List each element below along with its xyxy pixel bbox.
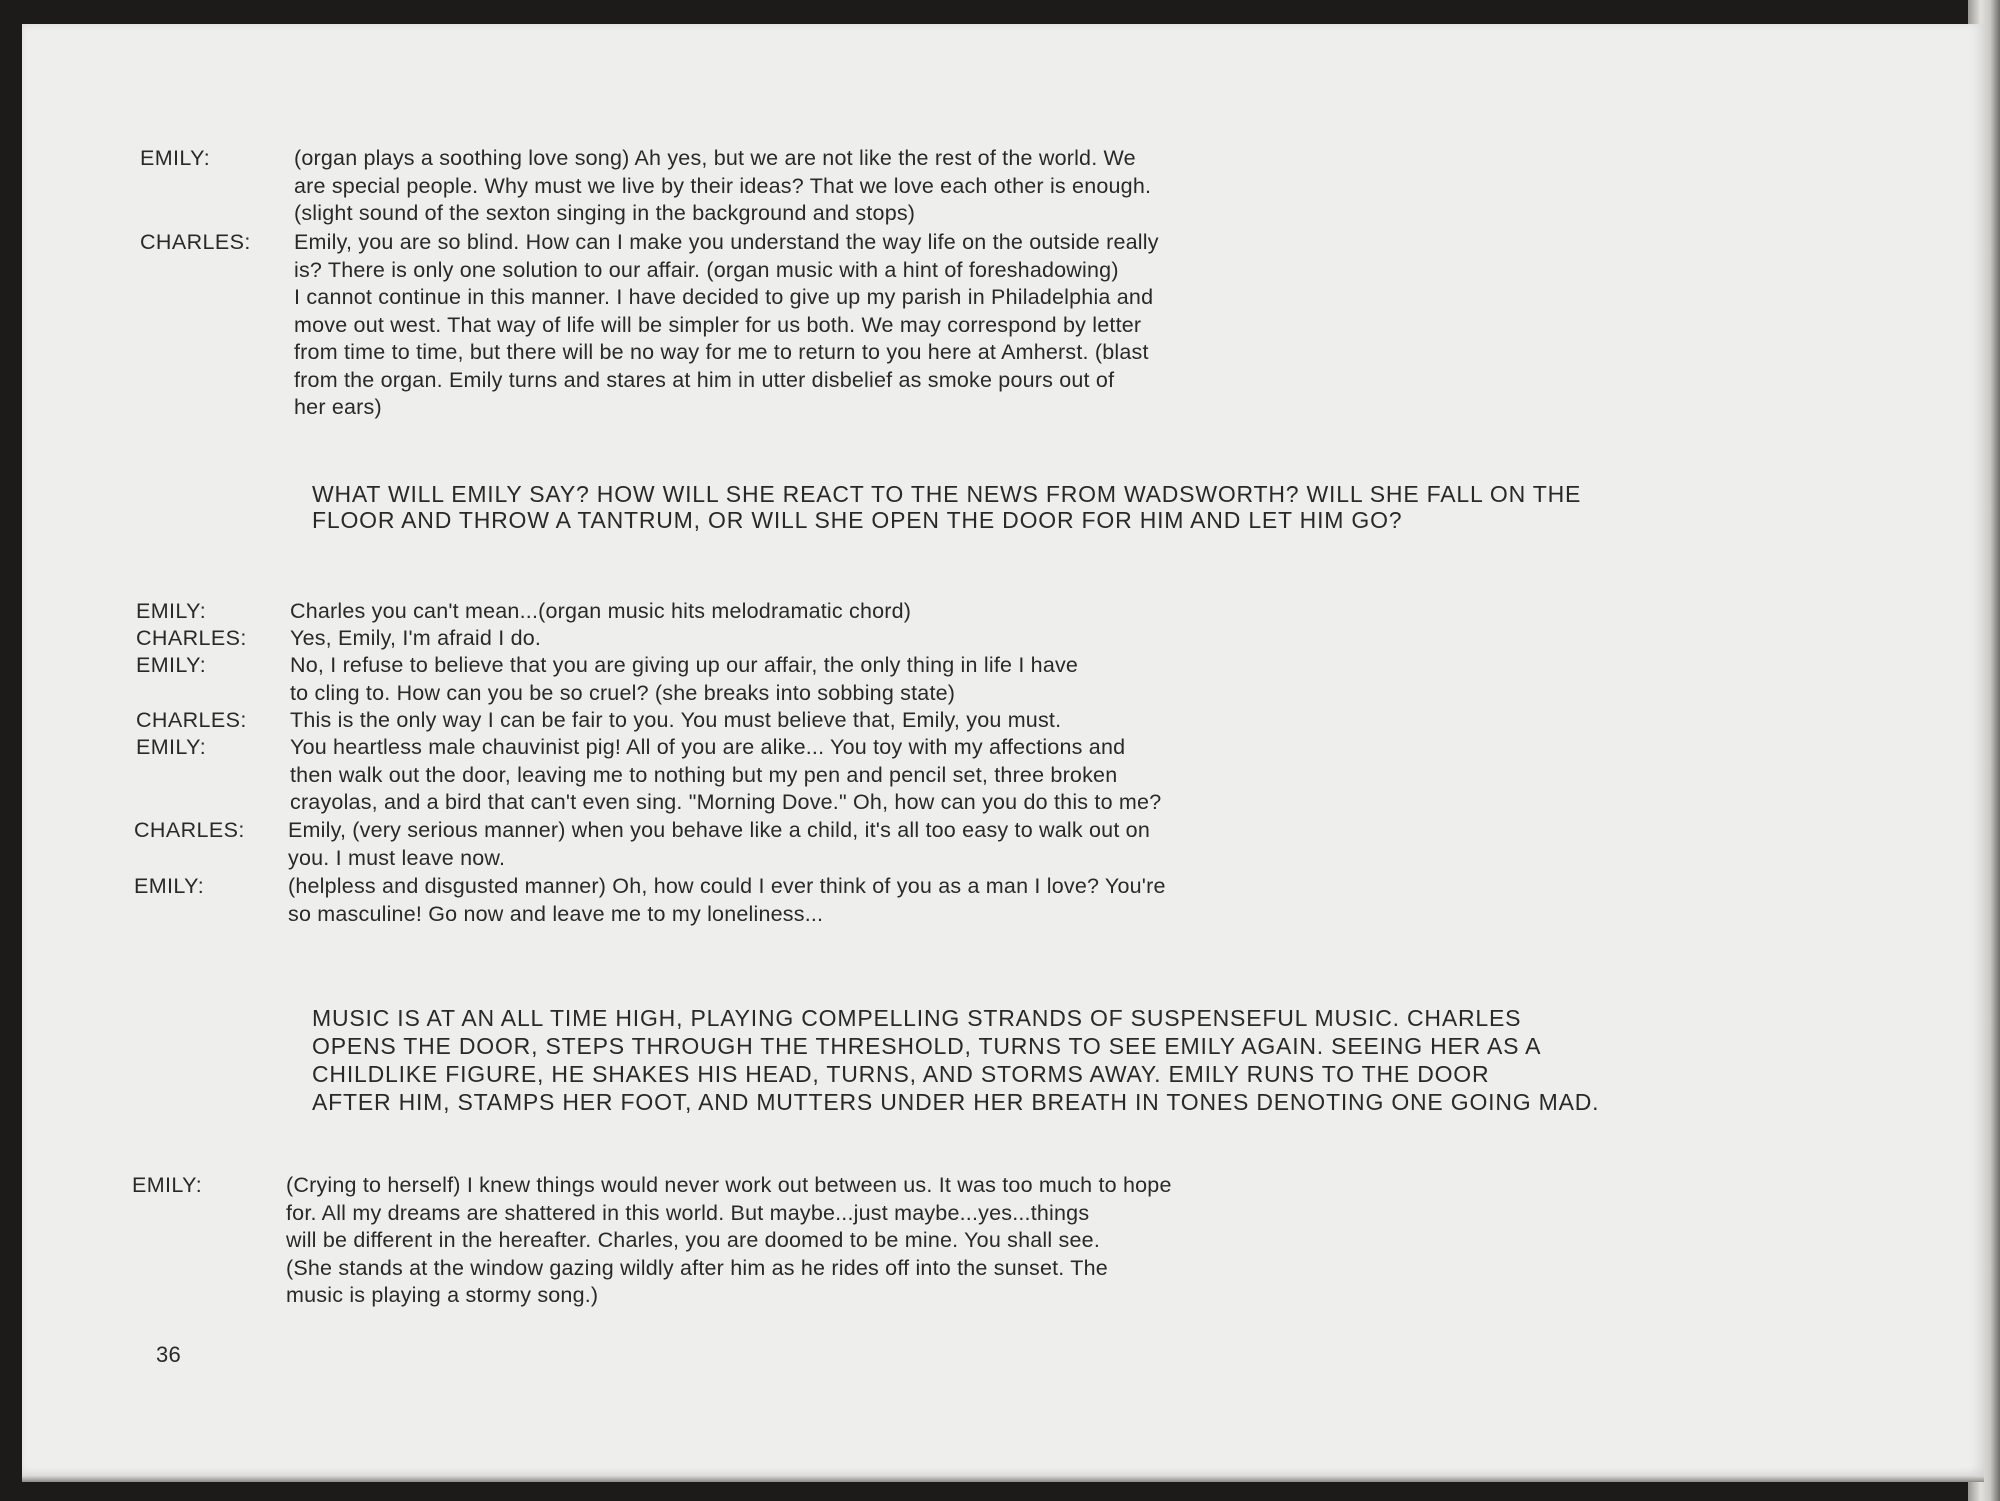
dialogue-text: No, I refuse to believe that you are giving up our affair, the only thing in life I have to cling to. How can you be so cruel? (she breaks into sobbing state) — [290, 653, 1079, 705]
dialogue-entry-emily-1 — [140, 145, 1151, 228]
dialogue-text: Charles you can't mean...(organ music hits melodramatic chord) — [290, 599, 912, 623]
speaker-label: CHARLES: — [140, 230, 251, 254]
dialogue-entry-charles-3 — [136, 707, 1061, 735]
dialogue-entry-emily-4 — [136, 734, 1161, 817]
speaker-label: EMILY: — [134, 874, 205, 898]
speaker-label: EMILY: — [140, 146, 211, 170]
dialogue-entry-emily-6 — [132, 1172, 1172, 1310]
dialogue-text: Yes, Emily, I'm afraid I do. — [290, 626, 542, 650]
page-number: 36 — [156, 1342, 182, 1367]
dialogue-text: (Crying to herself) I knew things would never work out between us. It was too much to hope for. All my dreams are shattered in this world. But maybe...just maybe...yes...things will be different in the hereafter. Charles, you are doomed to be mine. You shall see. (She stands at the window gazing wildly after him as he rides off into the sunset. The music is playing a stormy song.) — [286, 1173, 1172, 1307]
speaker-label: EMILY: — [132, 1173, 203, 1197]
dialogue-entry-charles-2 — [136, 625, 541, 653]
dialogue-entry-emily-5 — [134, 873, 1166, 928]
speaker-label: CHARLES: — [134, 818, 245, 842]
speaker-label: CHARLES: — [136, 626, 247, 650]
dialogue-text: This is the only way I can be fair to you. You must believe that, Emily, you must. — [290, 708, 1062, 732]
dialogue-entry-emily-2 — [136, 598, 911, 626]
book-page — [22, 24, 1984, 1476]
dialogue-text: (helpless and disgusted manner) Oh, how could I ever think of you as a man I love? You're so masculine! Go now and leave me to my loneliness... — [288, 874, 1166, 926]
page-edge — [22, 1476, 1984, 1482]
dialogue-entry-charles-4 — [134, 817, 1150, 872]
speaker-label: EMILY: — [136, 653, 207, 677]
dialogue-text: (organ plays a soothing love song) Ah yes, but we are not like the rest of the world. We are special people. Why must we live by their ideas? That we love each other is enough. (slight sound of the sexton singing in the background and stops) — [294, 146, 1152, 225]
speaker-label: EMILY: — [136, 599, 207, 623]
dialogue-text: Emily, you are so blind. How can I make you understand the way life on the outside really is? There is only one solution to our affair. (organ music with a hint of foreshadowing) I cannot continue in this manner. I have decided to give up my parish in Philadelphia and move out west. That way of life will be simpler for us both. We may correspond by letter from time to time, but there will be no way for me to return to you here at Amherst. (blast from the organ. Emily turns and stares at him in utter disbelief as smoke pours out of her ears) — [294, 230, 1159, 419]
speaker-label: CHARLES: — [136, 708, 247, 732]
narration-question: WHAT WILL EMILY SAY? HOW WILL SHE REACT TO THE NEWS FROM WADSWORTH? WILL SHE FALL ON THE FLOOR AND THROW A TANTRUM, OR WILL SHE OPEN THE DOOR FOR HIM AND LET HIM GO? — [312, 481, 1582, 533]
narration-action: MUSIC IS AT AN ALL TIME HIGH, PLAYING COMPELLING STRANDS OF SUSPENSEFUL MUSIC. CHARLES OPENS THE DOOR, STEPS THROUGH THE THRESHOLD, TURNS TO SEE EMILY AGAIN. SEEING HER AS A CHILDLIKE FIGURE, HE SHAKES HIS HEAD, TURNS, AND STORMS AWAY. EMILY RUNS TO THE DOOR AFTER HIM, STAMPS HER FOOT, AND MUTTERS UNDER HER BREATH IN TONES DENOTING ONE GOING MAD. — [312, 1005, 1600, 1115]
dialogue-text: Emily, (very serious manner) when you behave like a child, it's all too easy to walk out on you. I must leave now. — [288, 818, 1150, 870]
dialogue-entry-charles-1 — [140, 229, 1159, 422]
dialogue-entry-emily-3 — [136, 652, 1078, 707]
dialogue-text: You heartless male chauvinist pig! All of you are alike... You toy with my affections and then walk out the door, leaving me to nothing but my pen and pencil set, three broken crayolas, and a bird that can't even sing. "Morning Dove." Oh, how can you do this to me? — [290, 735, 1162, 814]
speaker-label: EMILY: — [136, 735, 207, 759]
